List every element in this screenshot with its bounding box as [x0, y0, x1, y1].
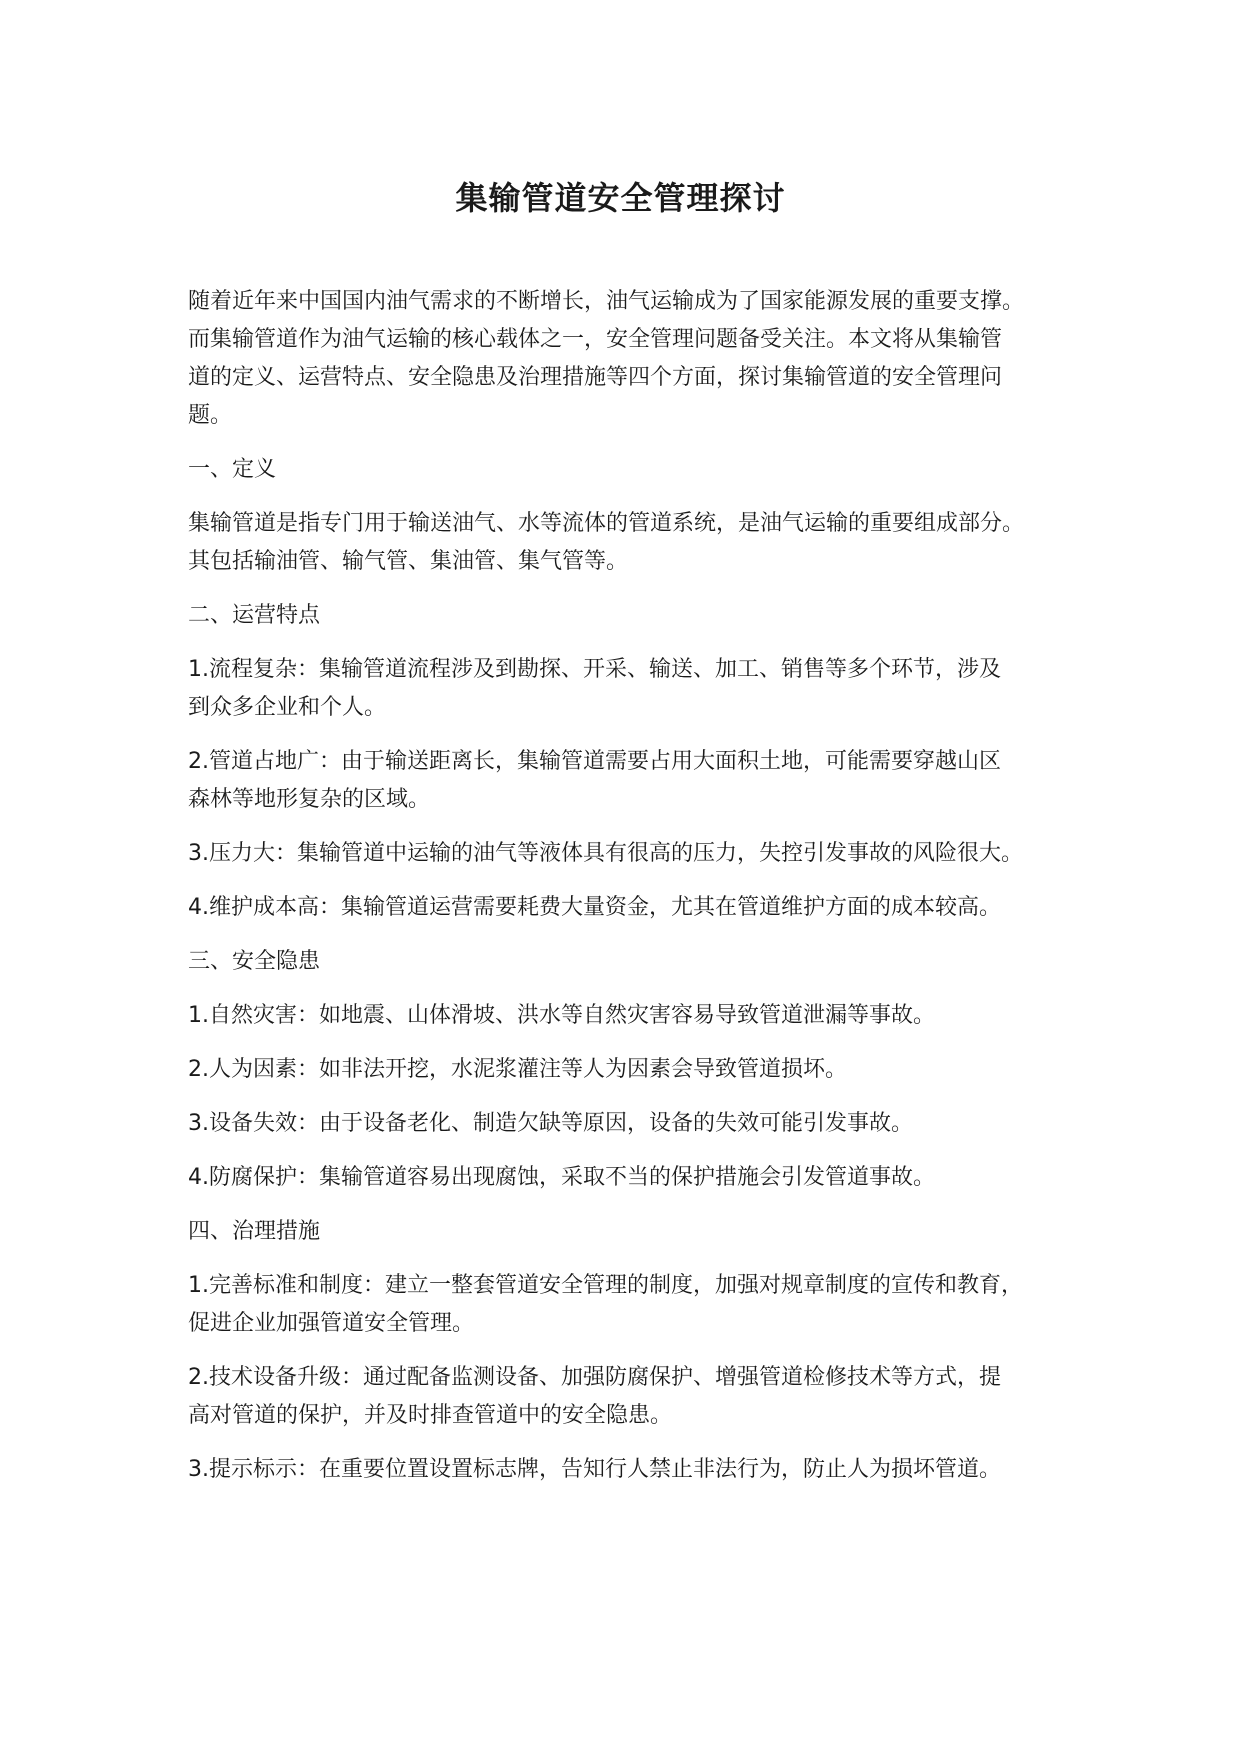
- hazard-item: [188, 997, 1088, 1035]
- operation-item: [188, 889, 1088, 927]
- intro-line: 道的定义、运营特点、安全隐患及治理措施等四个方面，探讨集输管道的安全管理问: [188, 365, 1003, 390]
- hazard-item-line: 3.设备失效：由于设备老化、制造欠缺等原因，设备的失效可能引发事故。: [188, 1111, 913, 1136]
- section-heading-measures: 四、治理措施: [188, 1219, 321, 1244]
- operation-item: [188, 743, 1088, 819]
- measure-item: [188, 1267, 1088, 1343]
- hazard-item-line: 4.防腐保护：集输管道容易出现腐蚀，采取不当的保护措施会引发管道事故。: [188, 1165, 935, 1190]
- document-body: [188, 283, 1088, 1505]
- measure-item-line: 高对管道的保护，并及时排查管道中的安全隐患。: [188, 1403, 673, 1428]
- document-title: 集输管道安全管理探讨: [455, 179, 786, 217]
- operation-item-line: 到众多企业和个人。: [188, 695, 387, 720]
- hazard-item: [188, 1051, 1088, 1089]
- section-heading-definition: 一、定义: [188, 457, 277, 482]
- definition-paragraph: [188, 505, 1088, 581]
- operation-item-line: 森林等地形复杂的区域。: [188, 787, 431, 812]
- measure-item-line: 3.提示标示：在重要位置设置标志牌，告知行人禁止非法行为，防止人为损坏管道。: [188, 1457, 1001, 1482]
- definition-line: 其包括输油管、输气管、集油管、集气管等。: [188, 549, 629, 574]
- measure-item-line: 促进企业加强管道安全管理。: [188, 1311, 475, 1336]
- hazard-item: [188, 1159, 1088, 1197]
- intro-line: 而集输管道作为油气运输的核心载体之一，安全管理问题备受关注。本文将从集输管: [188, 327, 1003, 352]
- operation-item-line: 2.管道占地广：由于输送距离长，集输管道需要占用大面积土地，可能需要穿越山区: [188, 749, 1001, 774]
- section-heading-operation: 二、运营特点: [188, 603, 321, 628]
- intro-paragraph: [188, 283, 1088, 435]
- measure-item-line: 1.完善标准和制度：建立一整套管道安全管理的制度，加强对规章制度的宣传和教育，: [188, 1273, 1023, 1298]
- definition-line: 集输管道是指专门用于输送油气、水等流体的管道系统，是油气运输的重要组成部分。: [188, 511, 1025, 536]
- operation-item-line: 4.维护成本高：集输管道运营需要耗费大量资金，尤其在管道维护方面的成本较高。: [188, 895, 1001, 920]
- measure-item: [188, 1359, 1088, 1435]
- hazard-item: [188, 1105, 1088, 1143]
- operation-item-line: 3.压力大：集输管道中运输的油气等液体具有很高的压力，失控引发事故的风险很大。: [188, 841, 1023, 866]
- intro-line: 题。: [188, 403, 233, 428]
- intro-line: 随着近年来中国国内油气需求的不断增长，油气运输成为了国家能源发展的重要支撑。: [188, 289, 1025, 314]
- section-heading-hazards: 三、安全隐患: [188, 949, 321, 974]
- hazard-item-line: 1.自然灾害：如地震、山体滑坡、洪水等自然灾害容易导致管道泄漏等事故。: [188, 1003, 935, 1028]
- operation-item: [188, 835, 1088, 873]
- hazard-item-line: 2.人为因素：如非法开挖，水泥浆灌注等人为因素会导致管道损坏。: [188, 1057, 847, 1082]
- measure-item-line: 2.技术设备升级：通过配备监测设备、加强防腐保护、增强管道检修技术等方式，提: [188, 1365, 1001, 1390]
- operation-item: [188, 651, 1088, 727]
- measure-item: [188, 1451, 1088, 1489]
- operation-item-line: 1.流程复杂：集输管道流程涉及到勘探、开采、输送、加工、销售等多个环节，涉及: [188, 657, 1001, 682]
